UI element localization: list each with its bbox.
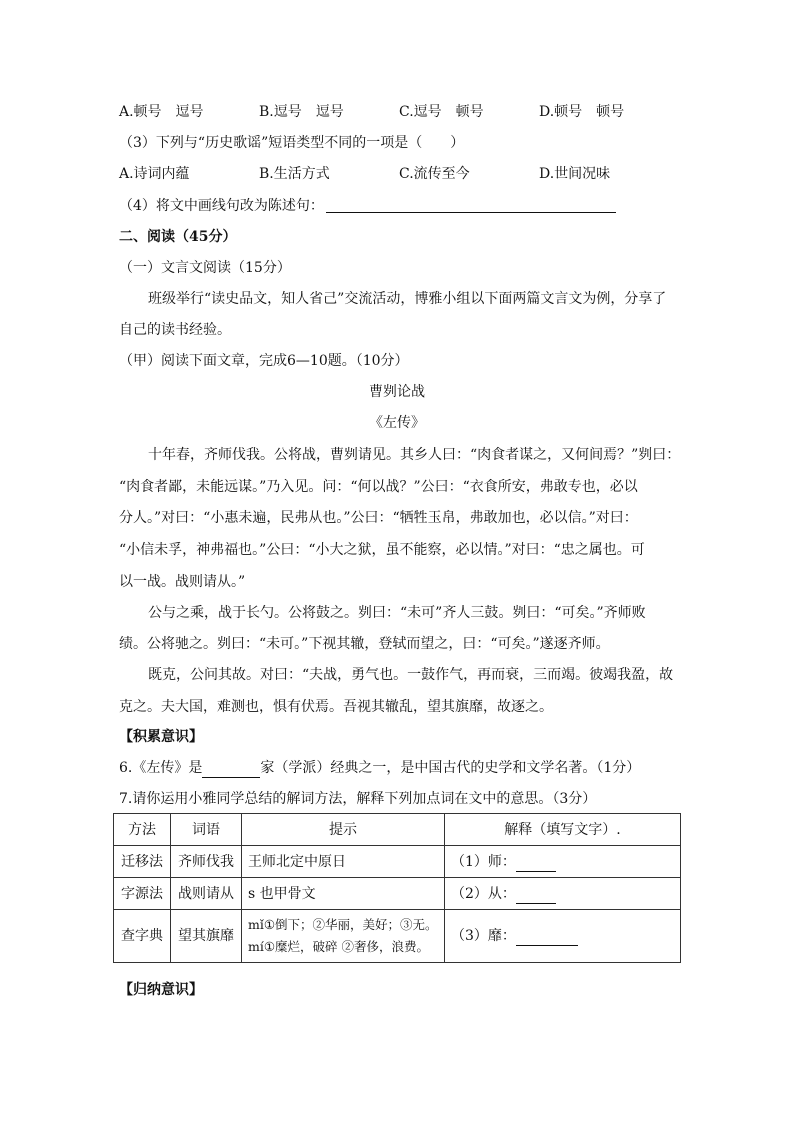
answer-label: （3）靡： [451, 928, 516, 944]
subsection-title: （一）文言文阅读（15分） [119, 260, 291, 276]
hint-line-1: mǐ①倒下；②华丽，美好；③无。 [248, 917, 438, 932]
table-row [114, 846, 681, 878]
q4-stem: （4）将文中画线句改为陈述句： [119, 198, 324, 214]
intro-line-1: 班级举行“读史品文，知人省己”交流活动，博雅小组以下面两篇文言文为例，分享了 [148, 291, 667, 307]
hint-line-2: mí①糜烂，破碎 ②奢侈，浪费。 [248, 939, 430, 954]
table-cell-word: 战则请从 [171, 878, 242, 910]
heading-accumulate: 【积累意识】 [119, 729, 203, 745]
heading-induce: 【归纳意识】 [119, 982, 203, 998]
article-line: “肉食者鄙，未能远谋。”乃入见。问：“何以战？”公曰：“衣食所安，弗敢专也，必以 [119, 479, 638, 495]
word-method-table [113, 813, 681, 963]
table-cell-answer [445, 878, 681, 910]
q3-option-b[interactable]: B.生活方式 [259, 166, 330, 182]
article-title: 曹刿论战 [369, 384, 425, 400]
q4-answer-blank[interactable] [326, 212, 616, 213]
section-title: 二、阅读（45分） [119, 229, 237, 245]
article-line: “小信未孚，神弗福也。”公曰：“小大之狱，虽不能察，必以情。”对曰：“忠之属也。可 [119, 542, 645, 558]
article-line: 克之。夫大国，难测也，惧有伏焉。吾视其辙乱，望其旗靡，故逐之。 [119, 699, 553, 715]
q6-line [119, 758, 640, 778]
article-line: 分人。”对曰：“小惠未遍，民弗从也。”公曰：“牺牲玉帛，弗敢加也，必以信。”对曰： [119, 510, 638, 526]
table-cell-hint: 王师北定中原日 [242, 846, 445, 878]
table-cell-word: 望其旗靡 [171, 910, 242, 963]
table-cell-answer [445, 910, 681, 963]
table-header-row [114, 814, 681, 846]
answer-label: （1）师： [451, 853, 516, 870]
q2-option-a[interactable]: A.顿号 逗号 [119, 104, 204, 120]
table-row [114, 878, 681, 910]
table-row [114, 910, 681, 963]
table-cell-hint [242, 910, 445, 963]
q7-stem: 7.请你运用小雅同学总结的解词方法，解释下列加点词在文中的意思。（3分） [119, 791, 597, 807]
q3-stem: （3）下列与“历史歌谣”短语类型不同的一项是（ ） [119, 135, 465, 151]
answer-label: （2）从： [451, 885, 516, 902]
article-line: 十年春，齐师伐我。公将战，曹刿请见。其乡人曰：“肉食者谋之，又何间焉？”刿曰： [148, 447, 681, 463]
table-cell-word: 齐师伐我 [171, 846, 242, 878]
article-source: 《左传》 [369, 415, 425, 431]
q3-option-a[interactable]: A.诗词内蕴 [119, 166, 190, 182]
table-header-cell: 词语 [171, 814, 242, 846]
answer-blank-2[interactable] [516, 887, 556, 904]
table-header-cell: 方法 [114, 814, 171, 846]
jia-instruction: （甲）阅读下面文章，完成6—10题。（10分） [119, 353, 409, 369]
table-header-cell: 解释（填写文字）. [445, 814, 681, 846]
table-cell-method: 迁移法 [114, 846, 171, 878]
q6-prefix: 6.《左传》是 [119, 760, 203, 776]
table-cell-method: 字源法 [114, 878, 171, 910]
q2-option-c[interactable]: C.逗号 顿号 [399, 104, 484, 120]
table-header-cell: 提示 [242, 814, 445, 846]
answer-blank-1[interactable] [516, 855, 556, 872]
table-cell-method: 查字典 [114, 910, 171, 963]
q3-option-d[interactable]: D.世间况味 [539, 166, 611, 182]
q6-answer-blank[interactable] [202, 761, 260, 778]
q6-suffix: 家（学派）经典之一，是中国古代的史学和文学名著。（1分） [260, 760, 641, 776]
table-cell-answer [445, 846, 681, 878]
q2-option-b[interactable]: B.逗号 逗号 [259, 104, 344, 120]
article-line: 既克，公问其故。对曰：“夫战，勇气也。一鼓作气，再而衰，三而竭。彼竭我盈，故 [148, 667, 674, 683]
answer-blank-3[interactable] [516, 929, 578, 946]
table-cell-hint: s 也甲骨文 [242, 878, 445, 910]
intro-line-2: 自己的读书经验。 [119, 322, 231, 338]
article-line: 绩。公将驰之。刿曰：“未可。”下视其辙，登轼而望之，曰：“可矣。”遂逐齐师。 [119, 636, 610, 652]
article-line: 以一战。战则请从。” [119, 574, 246, 590]
q3-option-c[interactable]: C.流传至今 [399, 166, 470, 182]
article-line: 公与之乘，战于长勺。公将鼓之。刿曰：“未可”齐人三鼓。刿曰：“可矣。”齐师败 [148, 605, 646, 621]
q2-option-d[interactable]: D.顿号 顿号 [539, 104, 625, 120]
